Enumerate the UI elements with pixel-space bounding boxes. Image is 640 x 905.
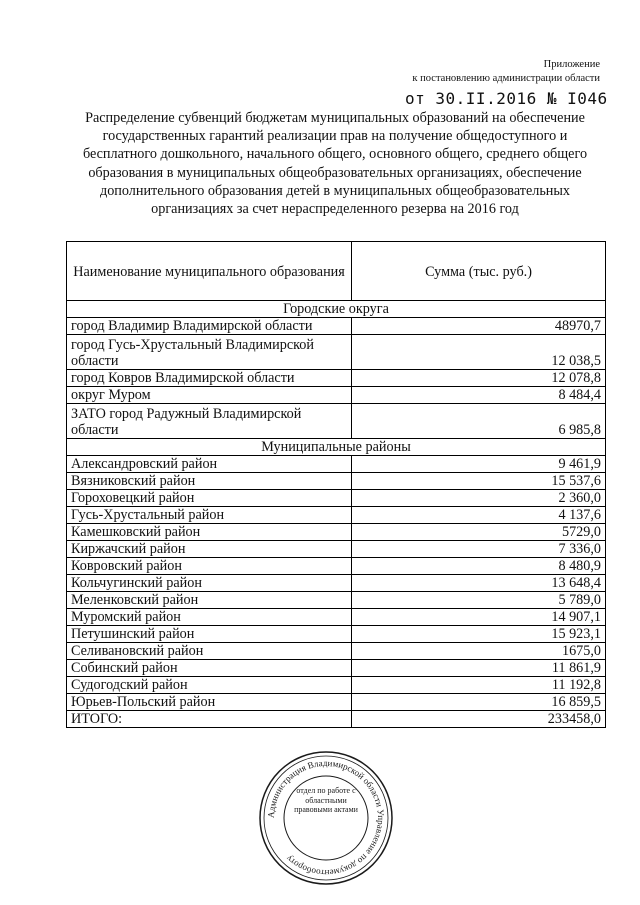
document-title: Распределение субвенций бюджетам муниципальных образований на обеспечение государственных гарантий реализации прав на получение общедоступного и бесплатного дошкольного, начального общего, основного общего, среднего общего образования в муниципальных общеобразовательных организациях, обеспечение дополнительного образования детей в муниципальных общеобразовательных организациях за счет нераспределенного резерва на 2016 год	[82, 110, 588, 218]
municipality-name: Юрьев-Польский район	[67, 694, 352, 711]
municipality-name: Гусь-Хрустальный район	[67, 507, 352, 524]
municipality-name: город Ковров Владимирской области	[67, 370, 352, 387]
amount-value: 11 861,9	[352, 660, 606, 677]
table-row	[67, 507, 606, 524]
column-header-sum: Сумма (тыс. руб.)	[352, 242, 606, 301]
amount-value: 8 480,9	[352, 558, 606, 575]
municipality-name: Александровский район	[67, 456, 352, 473]
municipality-name: Вязниковский район	[67, 473, 352, 490]
table-row	[67, 694, 606, 711]
amount-value: 2 360,0	[352, 490, 606, 507]
amount-value: 15 537,6	[352, 473, 606, 490]
table-row	[67, 387, 606, 404]
amount-value: 14 907,1	[352, 609, 606, 626]
municipality-name: Киржачский район	[67, 541, 352, 558]
appendix-note	[360, 58, 600, 86]
amount-value: 6 985,8	[352, 404, 606, 439]
table-row	[67, 558, 606, 575]
appendix-reference: к постановлению администрации области	[412, 73, 600, 84]
amount-value: 12 078,8	[352, 370, 606, 387]
amount-value: 9 461,9	[352, 456, 606, 473]
amount-value: 1675,0	[352, 643, 606, 660]
appendix-label: Приложение	[543, 59, 600, 70]
table-row	[67, 592, 606, 609]
municipality-name: Меленковский район	[67, 592, 352, 609]
section-title: Городские округа	[67, 301, 606, 318]
total-amount: 233458,0	[352, 711, 606, 728]
municipality-name: ЗАТО город Радужный Владимирской области	[67, 404, 352, 439]
table-row	[67, 318, 606, 335]
table-row	[67, 643, 606, 660]
table-row	[67, 370, 606, 387]
table-row	[67, 335, 606, 370]
table-row	[67, 541, 606, 558]
municipality-name: Гороховецкий район	[67, 490, 352, 507]
stamp-ring-text: Администрация Владимирской области Управление по документообороту	[265, 757, 387, 879]
decree-number: от 30.II.2016 № I046	[405, 89, 608, 108]
municipality-name: округ Муром	[67, 387, 352, 404]
municipality-name: Петушинский район	[67, 626, 352, 643]
amount-value: 12 038,5	[352, 335, 606, 370]
table-row	[67, 660, 606, 677]
amount-value: 5729,0	[352, 524, 606, 541]
table-row	[67, 626, 606, 643]
amount-value: 5 789,0	[352, 592, 606, 609]
official-stamp	[258, 750, 394, 886]
municipality-name: Собинский район	[67, 660, 352, 677]
table-row	[67, 490, 606, 507]
municipality-name: Кольчугинский район	[67, 575, 352, 592]
municipality-name: город Владимир Владимирской области	[67, 318, 352, 335]
amount-value: 8 484,4	[352, 387, 606, 404]
municipality-name: Селивановский район	[67, 643, 352, 660]
table-row	[67, 473, 606, 490]
column-header-name: Наименование муниципального образования	[67, 242, 352, 301]
section-row	[67, 301, 606, 318]
municipality-name: Судогодский район	[67, 677, 352, 694]
municipality-name: Камешковский район	[67, 524, 352, 541]
total-row	[67, 711, 606, 728]
amount-value: 48970,7	[352, 318, 606, 335]
section-row	[67, 439, 606, 456]
stamp-center-text: отдел по работе с областными правовыми актами	[294, 786, 358, 814]
municipality-name: Муромский район	[67, 609, 352, 626]
municipality-name: город Гусь-Хрустальный Владимирской области	[67, 335, 352, 370]
amount-value: 11 192,8	[352, 677, 606, 694]
table-row	[67, 575, 606, 592]
section-title: Муниципальные районы	[67, 439, 606, 456]
table-row	[67, 524, 606, 541]
table-header-row	[67, 242, 606, 301]
total-label: ИТОГО:	[67, 711, 352, 728]
amount-value: 15 923,1	[352, 626, 606, 643]
municipality-name: Ковровский район	[67, 558, 352, 575]
table-row	[67, 677, 606, 694]
table-row	[67, 609, 606, 626]
subsidy-table	[66, 241, 606, 728]
table-row	[67, 404, 606, 439]
amount-value: 13 648,4	[352, 575, 606, 592]
table-row	[67, 456, 606, 473]
amount-value: 7 336,0	[352, 541, 606, 558]
amount-value: 4 137,6	[352, 507, 606, 524]
amount-value: 16 859,5	[352, 694, 606, 711]
